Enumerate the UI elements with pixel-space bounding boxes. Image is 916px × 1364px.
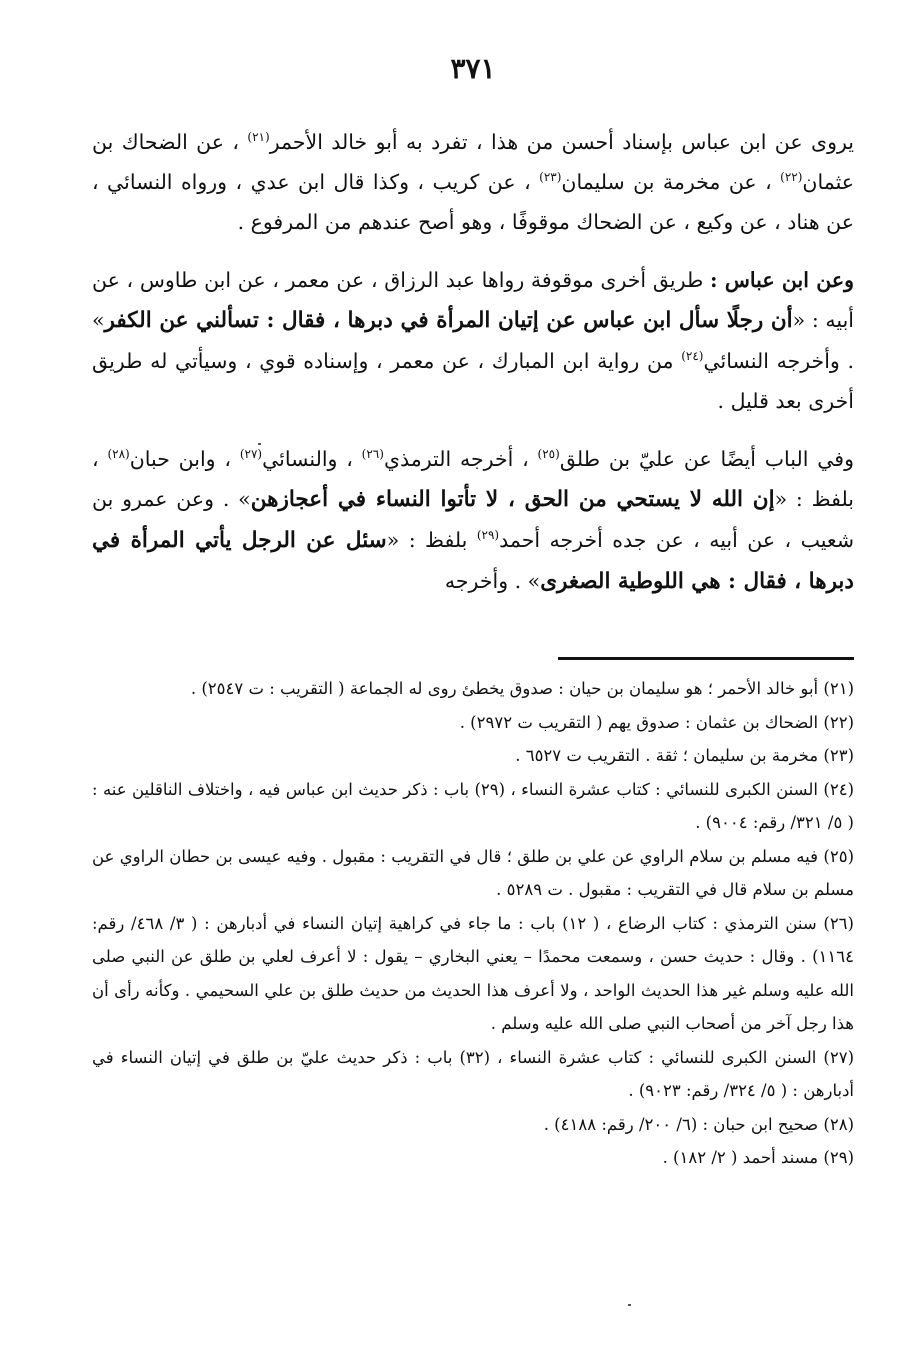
text-run: ، بلفظ : « — [92, 447, 854, 511]
footnote-text: فيه مسلم بن سلام الراوي عن علي بن طلق ؛ قال في التقريب : مقبول . وفيه عيسى بن حطان الراوي عن مسلم بن سلام قال في التقريب : مقبول . ت ٥٢٨٩ . — [92, 846, 854, 899]
footnote-text: مخرمة بن سليمان ؛ ثقة . التقريب ت ٦٥٢٧ . — [515, 746, 819, 765]
footnote-ref: (٢٥) — [537, 447, 560, 462]
footnote-number: (٢٢) — [823, 712, 854, 732]
text-run: ، وابن حبان — [129, 447, 240, 471]
text-run: » . وعن عمرو بن شعيب ، عن أبيه ، عن جده أخرجه أحمد — [92, 487, 854, 552]
text-run: ، والنسائي — [262, 447, 362, 471]
book-page — [92, 0, 854, 1364]
text-run: » . وأخرجه النسائي — [92, 308, 854, 373]
quoted-text: أن رجلًا سأل ابن عباس عن إتيان المرأة في دبرها ، فقال : تسألني عن الكفر — [104, 308, 793, 333]
footnote-text: صحيح ابن حبان : (٦/ ٢٠٠/ رقم: ٤١٨٨) . — [543, 1114, 819, 1134]
footnote — [92, 907, 854, 1041]
footnote-ref: (٢١) — [247, 130, 270, 145]
footnote-separator — [558, 657, 854, 660]
footnote-text: أبو خالد الأحمر ؛ هو سليمان بن حيان : صدوق يخطئ روى له الجماعة ( التقريب : ت ٢٥٤٧) . — [190, 679, 819, 698]
main-text — [92, 122, 854, 620]
paragraph-2 — [92, 260, 854, 421]
footnote-text: سنن الترمذي : كتاب الرضاع ، ( ١٢) باب : ما جاء في كراهية إتيان النساء في أدبارهن : ( ٣/ ٤٦٨/ رقم: ١١٦٤) . وقال : حديث حسن ، وسمعت محمدًا – يعني البخاري – يقول : لا أعرف لعلي بن طلق عن النبي صلى الله عليه وسلم غير هذا الحديث الواحد ، ولا أعرف هذا الحديث من حديث طلق بن علي السحيمي . وكأنه رأى أن هذا رجل آخر من أصحاب النبي صلى الله عليه وسلم . — [92, 913, 854, 1033]
scan-speck — [258, 443, 261, 445]
footnote-ref: (٢٨) — [107, 447, 130, 462]
page-number: ٣٧١ — [450, 52, 496, 85]
footnote — [92, 1108, 854, 1142]
footnote — [92, 672, 854, 706]
text-run: ، أخرجه الترمذي — [383, 447, 538, 471]
scan-speck — [628, 1304, 631, 1306]
paragraph-3 — [92, 439, 854, 602]
footnotes — [92, 672, 854, 1175]
footnote-text: مسند أحمد ( ٢/ ١٨٢) . — [662, 1148, 819, 1167]
footnote-number: (٢١) — [823, 679, 854, 698]
footnote-ref: (٢٩) — [476, 528, 500, 543]
paragraph-1 — [92, 122, 854, 242]
footnote — [92, 1141, 854, 1175]
footnote-text: السنن الكبرى للنسائي : كتاب عشرة النساء ، (٢٩) باب : ذكر حديث ابن عباس فيه ، واختلاف الناقلين عنه : ( ٥/ ٣٢١/ رقم: ٩٠٠٤) . — [92, 779, 854, 832]
footnote-number: (٢٣) — [823, 746, 854, 765]
footnote-number: (٢٤) — [823, 779, 854, 799]
footnote-ref: (٢٦) — [361, 447, 384, 462]
footnote-number: (٢٥) — [823, 846, 854, 866]
footnote-ref: (٢٧) — [239, 447, 263, 462]
footnote — [92, 840, 854, 907]
text-run: » . وأخرجه — [444, 569, 541, 593]
text-run: طريق أخرى موقوفة رواها عبد الرزاق ، عن معمر ، عن ابن طاوس ، عن أبيه : « — [92, 268, 854, 332]
footnote-text: السنن الكبرى للنسائي : كتاب عشرة النساء ، (٣٢) باب : ذكر حديث عليّ بن طلق في إتيان النساء في أدبارهن : ( ٥/ ٣٢٤/ رقم: ٩٠٢٣) . — [92, 1047, 854, 1100]
bold-heading: وعن ابن عباس : — [709, 268, 854, 292]
footnote — [92, 1041, 854, 1108]
footnote-text: الضحاك بن عثمان : صدوق يهم ( التقريب ت ٢٩٧٢) . — [459, 712, 819, 732]
footnote — [92, 706, 854, 740]
text-run: وفي الباب أيضًا عن عليّ بن طلق — [559, 447, 854, 471]
footnote-number: (٢٩) — [823, 1148, 854, 1167]
quoted-text: سئل عن الرجل يأتي المرأة في دبرها ، فقال : هي اللوطية الصغرى — [92, 528, 854, 594]
footnote-number: (٢٧) — [823, 1047, 854, 1067]
text-run: ، عن مخرمة بن سليمان — [561, 170, 781, 194]
quoted-text: إن الله لا يستحي من الحق ، لا تأتوا النساء في أعجازهن — [250, 487, 775, 512]
text-run: يروى عن ابن عباس بإسناد أحسن من هذا ، تفرد به أبو خالد الأحمر — [269, 130, 854, 154]
footnote-number: (٢٨) — [823, 1114, 854, 1134]
footnote-ref: (٢٤) — [681, 349, 704, 364]
text-run: من رواية ابن المبارك ، عن معمر ، وإسناده قوي ، وسيأتي له طريق أخرى بعد قليل . — [92, 349, 854, 413]
footnote-number: (٢٦) — [823, 913, 854, 933]
text-run: ، عن كريب ، وكذا قال ابن عدي ، ورواه النسائي ، عن هناد ، عن وكيع ، عن الضحاك موقوفًا ، وهو أصح عندهم من المرفوع . — [92, 170, 854, 234]
footnote-ref: (٢٣) — [539, 170, 562, 185]
footnote-ref: (٢٢) — [780, 170, 803, 185]
text-run: بلفظ : « — [386, 528, 477, 552]
footnote — [92, 773, 854, 840]
text-run: ، عن الضحاك بن عثمان — [92, 130, 854, 194]
footnote — [92, 739, 854, 773]
